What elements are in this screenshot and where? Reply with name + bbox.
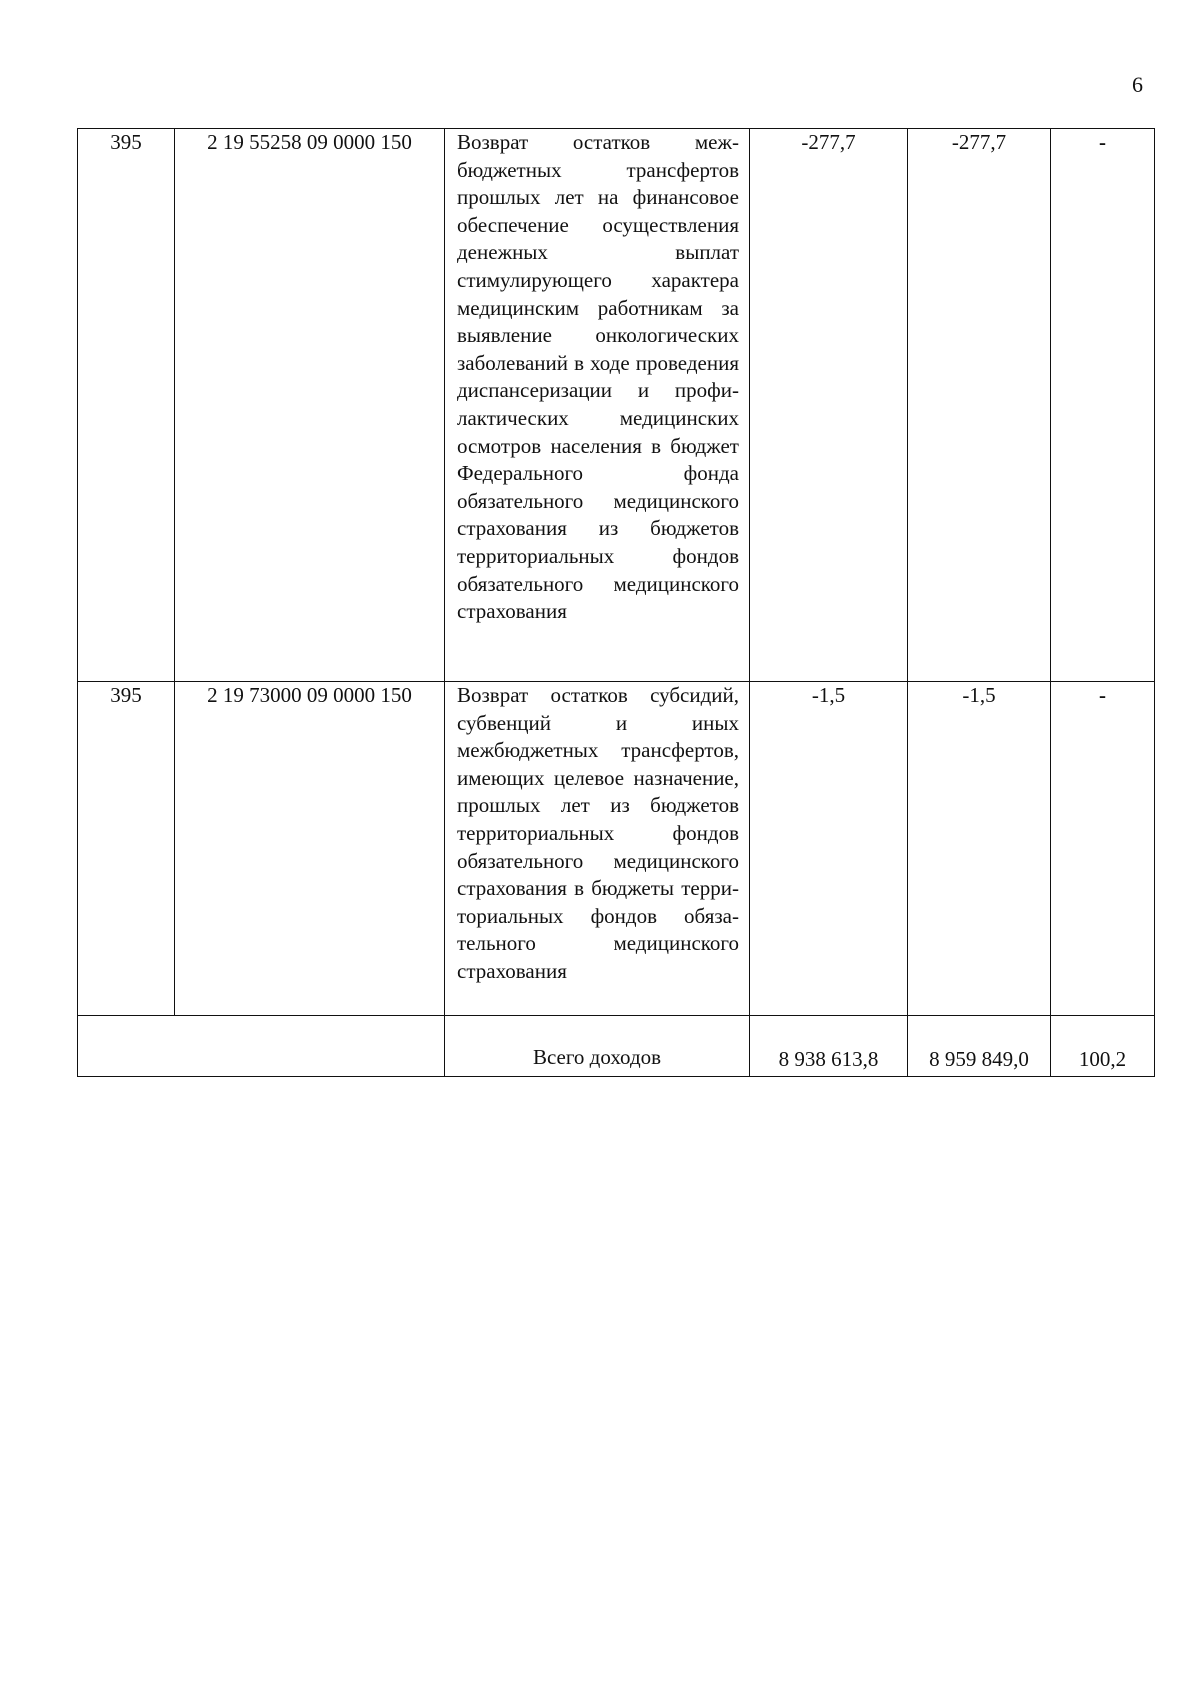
page-number: 6: [1132, 72, 1143, 97]
total-label: Всего доходов: [445, 1016, 750, 1077]
revenue-name-cell: Возврат остатков субсидий, субвенций и иных межбюджетных трансфертов, имеющих целевое назначение, прошлых лет из бюджетов территориальных фондов обязательного медицинского страхования в бюджеты территориальных фондов обязательного медицинского страхования: [445, 682, 750, 1016]
admin-code-cell: 395: [78, 682, 175, 1016]
plan-value-cell: -277,7: [750, 129, 908, 682]
revenue-name-cell: Возврат остатков межбюджетных трансфертов прошлых лет на финансовое обеспечение осуществления денежных выплат стимулирующего характера медицинским работникам за выявление онкологических заболеваний в ходе проведения диспансеризации и профилактических медицинских осмотров населения в бюджет Федерального фонда обязательного медицинского страхования из бюджетов территориальных фондов обязательного медицинского страхования: [445, 129, 750, 682]
fact-value-cell: -1,5: [908, 682, 1051, 1016]
total-percent-value: 100,2: [1051, 1016, 1155, 1077]
revenue-table: [77, 128, 1155, 1077]
percent-cell: -: [1051, 682, 1155, 1016]
total-fact-value: 8 959 849,0: [908, 1016, 1051, 1077]
fact-value-cell: -277,7: [908, 129, 1051, 682]
total-plan-value: 8 938 613,8: [750, 1016, 908, 1077]
total-empty-cell: [78, 1016, 445, 1077]
table-row: [78, 682, 1155, 1016]
percent-cell: -: [1051, 129, 1155, 682]
plan-value-cell: -1,5: [750, 682, 908, 1016]
admin-code-cell: 395: [78, 129, 175, 682]
budget-code-cell: 2 19 55258 09 0000 150: [175, 129, 445, 682]
table-row: [78, 129, 1155, 682]
total-row: [78, 1016, 1155, 1077]
budget-code-cell: 2 19 73000 09 0000 150: [175, 682, 445, 1016]
